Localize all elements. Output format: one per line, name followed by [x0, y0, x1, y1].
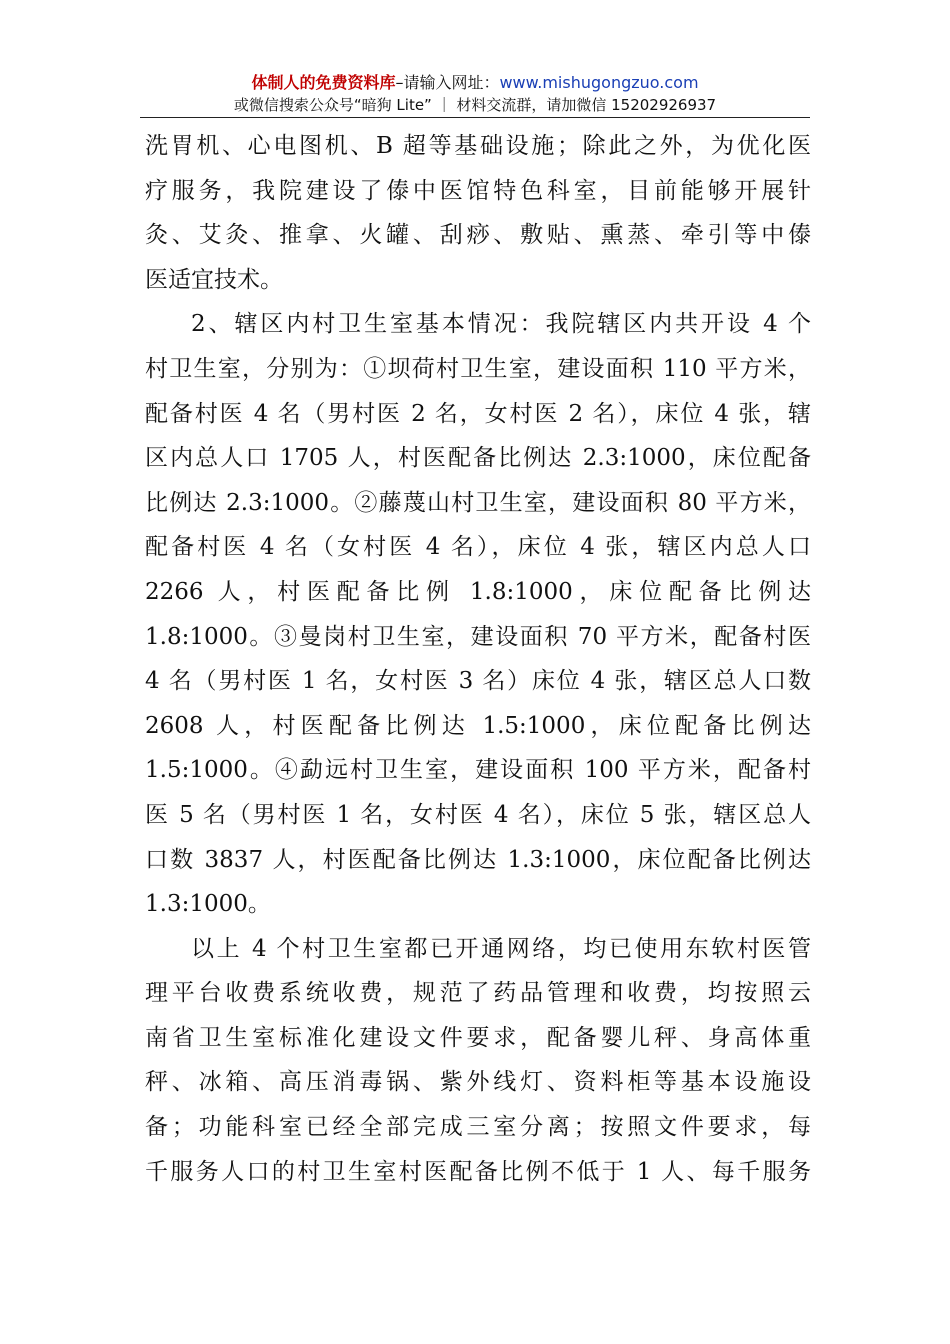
body-line: 洗胃机、心电图机、B 超等基础设施；除此之外，为优化医 — [145, 133, 811, 159]
body-line: 千服务人口的村卫生室村医配备比例不低于 1 人、每千服务 — [145, 1158, 811, 1185]
body-line: 口数 3837 人，村医配备比例达 1.3:1000，床位配备比例达 — [145, 846, 811, 873]
body-line: 备；功能科室已经全部完成三室分离；按照文件要求，每 — [145, 1114, 811, 1141]
header-prompt: –请输入网址： — [395, 73, 500, 92]
body-line: 1.5:1000。④勐远村卫生室，建设面积 100 平方米，配备村 — [145, 757, 811, 784]
body-line: 配备村医 4 名（男村医 2 名，女村医 2 名），床位 4 张，辖 — [145, 400, 811, 427]
header-brand: 体制人的免费资料库 — [251, 73, 396, 92]
body-line: 2266 人，村医配备比例 1.8:1000，床位配备比例达 — [145, 578, 811, 605]
header-site-link[interactable]: www.mishugongzuo.com — [499, 73, 699, 92]
body-line: 村卫生室，分别为：①坝荷村卫生室，建设面积 110 平方米， — [145, 355, 811, 382]
body-line: 1.8:1000。③曼岗村卫生室，建设面积 70 平方米，配备村医 — [145, 623, 811, 650]
body-line: 配备村医 4 名（女村医 4 名），床位 4 张，辖区内总人口 — [145, 534, 811, 561]
body-line: 医适宜技术。 — [145, 266, 283, 293]
header-divider — [140, 117, 810, 118]
header-promo-line — [140, 72, 810, 94]
body-line: 2、辖区内村卫生室基本情况：我院辖区内共开设 4 个 — [191, 311, 811, 338]
body-line: 1.3:1000。 — [145, 891, 271, 918]
body-line: 比例达 2.3:1000。②藤蔑山村卫生室，建设面积 80 平方米， — [145, 489, 811, 516]
body-line: 2608 人，村医配备比例达 1.5:1000，床位配备比例达 — [145, 712, 811, 739]
body-line: 灸、艾灸、推拿、火罐、刮痧、敷贴、熏蒸、牵引等中傣 — [145, 222, 811, 249]
body-line: 理平台收费系统收费，规范了药品管理和收费，均按照云 — [145, 980, 811, 1007]
body-line: 4 名（男村医 1 名，女村医 3 名）床位 4 张，辖区总人口数 — [145, 668, 811, 695]
body-line: 疗服务，我院建设了傣中医馆特色科室，目前能够开展针 — [145, 177, 811, 204]
page-header — [140, 72, 810, 116]
body-line: 以上 4 个村卫生室都已开通网络，均已使用东软村医管 — [191, 935, 811, 962]
body-line: 医 5 名（男村医 1 名，女村医 4 名），床位 5 张，辖区总人 — [145, 801, 811, 828]
header-contact-line: 或微信搜索公众号“暗狗 Lite” ｜ 材料交流群，请加微信 15202926937 — [233, 96, 717, 114]
body-line: 南省卫生室标准化建设文件要求，配备婴儿秤、身高体重 — [145, 1024, 811, 1051]
body-line: 秤、冰箱、高压消毒锅、紫外线灯、资料柜等基本设施设 — [145, 1069, 811, 1096]
body-line: 区内总人口 1705 人，村医配备比例达 2.3:1000，床位配备 — [145, 445, 811, 472]
document-body — [145, 124, 811, 1194]
